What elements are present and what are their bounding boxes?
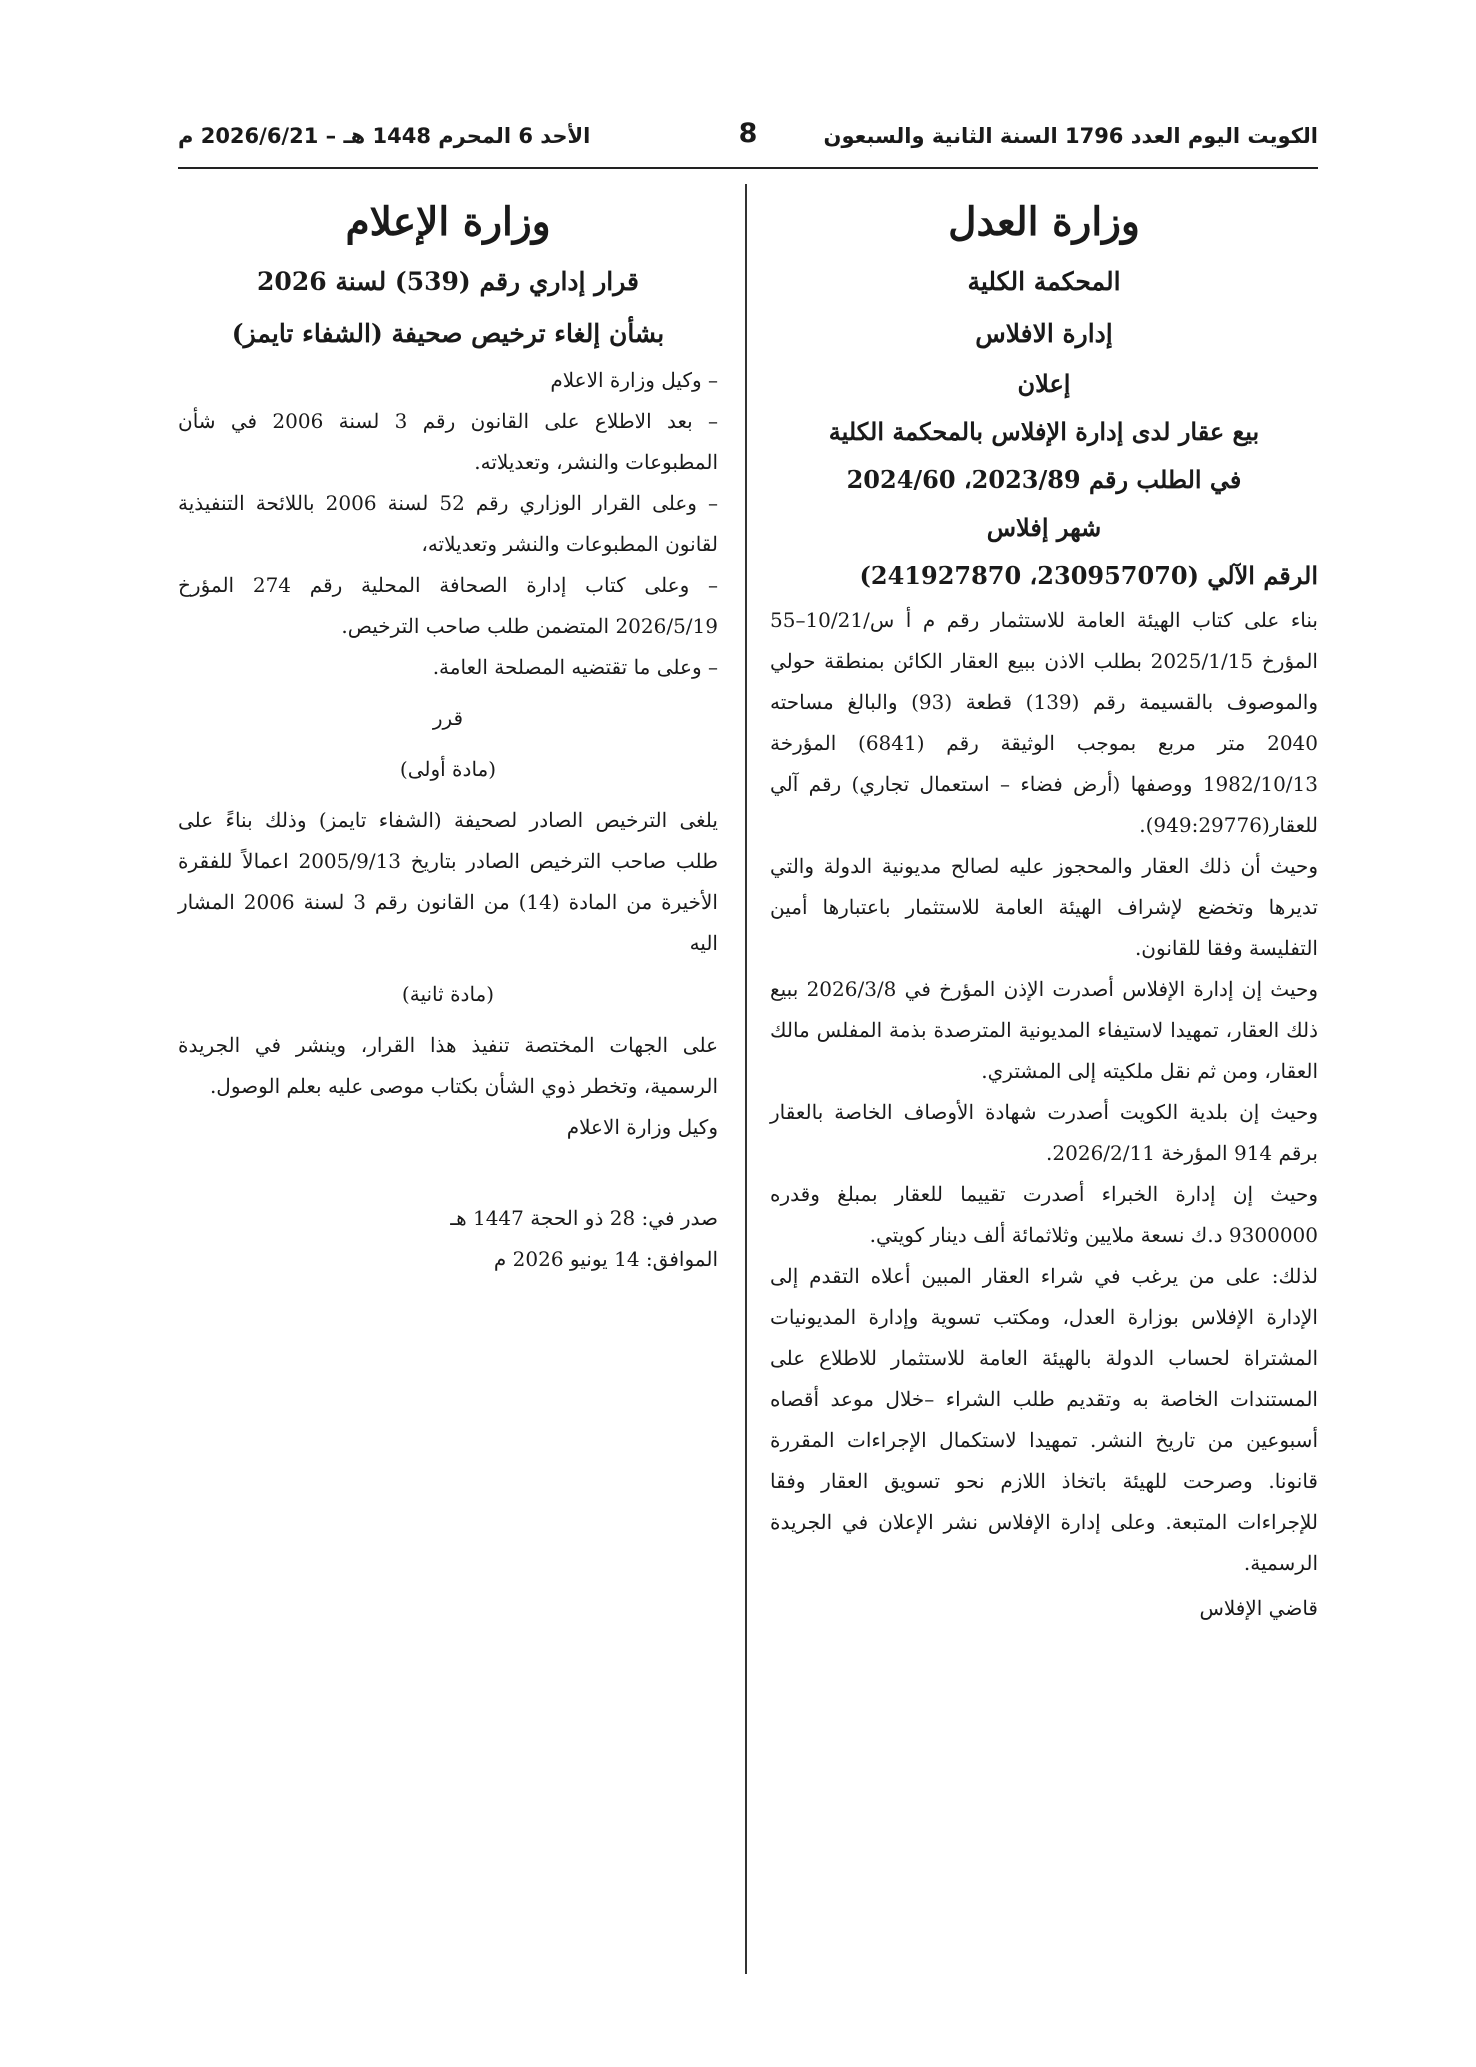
information-column — [178, 192, 718, 1280]
information-ministry-title: وزارة الإعلام — [345, 199, 551, 245]
article2-heading: (مادة ثانية) — [401, 982, 495, 1006]
announcement-title-2: في الطلب رقم 2023/89، 2024/60 — [846, 465, 1242, 494]
page-number: 8 — [738, 118, 758, 149]
announcement-paragraph: وحيث إن إدارة الإفلاس أصدرت الإذن المؤرخ في 2026/3/8 ببيع ذلك العقار، تمهيدا لاستيفاء المديونية المترصدة بذمة المفلس مالك العقار، ومن ثم نقل ملكيته إلى المشتري. — [770, 977, 1319, 1083]
page-header — [178, 118, 1318, 164]
decision-subject: بشأن إلغاء ترخيص صحيفة (الشفاء تايمز) — [231, 319, 665, 348]
announcement-paragraph: وحيث إن إدارة الخبراء أصدرت تقييما للعقار بمبلغ وقدره 9300000 د.ك نسعة ملايين وثلاثمائة ألف دينار كويتي. — [770, 1182, 1318, 1247]
announcement-title-1: بيع عقار لدى إدارة الإفلاس بالمحكمة الكلية — [828, 417, 1260, 446]
preamble-item: – وعلى كتاب إدارة الصحافة المحلية رقم 274 المؤرخ 2026/5/19 المتضمن طلب صاحب الترخيص. — [178, 573, 718, 638]
announcement-paragraph: وحيث إن بلدية الكويت أصدرت شهادة الأوصاف الخاصة بالعقار برقم 914 المؤرخة 2026/2/11. — [770, 1100, 1318, 1165]
preamble-item: – بعد الاطلاع على القانون رقم 3 لسنة 2006 في شأن المطبوعات والنشر، وتعديلاته. — [178, 409, 718, 474]
decided-label: قرر — [432, 706, 464, 730]
header-rule — [178, 167, 1318, 169]
announcement-paragraph: بناء على كتاب الهيئة العامة للاستثمار رقم م أ س/10/21–55 المؤرخ 2025/1/15 بطلب الاذن ببيع العقار الكائن بمنطقة حولي والموصوف بالقسيمة رقم (139) قطعة (93) والبالغ مساحته 2040 متر مربع بموجب الوثيقة رقم (6841) المؤرخة 1982/10/13 ووصفها (أرض فضاء – استعمال تجاري) رقم آلي للعقار(949:29776). — [770, 608, 1318, 837]
issued-date-hijri: صدر في: 28 ذو الحجة 1447 هـ — [450, 1206, 718, 1230]
preamble-item: – وعلى ما تقتضيه المصلحة العامة. — [432, 655, 718, 679]
issue-date: الأحد 6 المحرم 1448 هـ – 2026/6/21 م — [178, 124, 591, 148]
justice-column — [770, 192, 1318, 1629]
judge-signature: قاضي الإفلاس — [1199, 1596, 1318, 1620]
announcement-paragraph: لذلك: على من يرغب في شراء العقار المبين أعلاه التقدم إلى الإدارة الإفلاس بوزارة العدل، ومكتب تسوية وإدارة المديونيات المشتراة لحساب الدولة بالهيئة العامة للاستثمار للاطلاع على المستندات الخاصة به وتقديم طلب الشراء –خلال موعد أقصاه أسبوعين من تاريخ النشر. تمهيدا لاستكمال الإجراءات المقررة قانونا. وصرحت للهيئة باتخاذ اللازم نحو تسويق العقار وفقا للإجراءات المتبعة. وعلى إدارة الإفلاس نشر الإعلان في الجريدة الرسمية. — [770, 1264, 1318, 1575]
decision-title: قرار إداري رقم (539) لسنة 2026 — [257, 267, 639, 296]
preamble-item: – وكيل وزارة الاعلام — [550, 368, 718, 392]
issue-info: الكويت اليوم العدد 1796 السنة الثانية والسبعون — [823, 124, 1318, 148]
undersecretary-signature: وكيل وزارة الاعلام — [566, 1115, 718, 1139]
department-name: إدارة الافلاس — [975, 319, 1113, 348]
article1-text: يلغى الترخيص الصادر لصحيفة (الشفاء تايمز) وذلك بناءً على طلب صاحب الترخيص الصادر بتاريخ 2005/9/13 اعمالاً للفقرة الأخيرة من المادة (14) من القانون رقم 3 لسنة 2006 المشار اليه — [178, 808, 718, 955]
issued-date-gregorian: الموافق: 14 يونيو 2026 م — [493, 1247, 718, 1271]
article2-text: على الجهات المختصة تنفيذ هذا القرار، وينشر في الجريدة الرسمية، وتخطر ذوي الشأن بكتاب موصى عليه بعلم الوصول. — [178, 1033, 718, 1098]
announcement-title-3: شهر إفلاس — [986, 513, 1102, 542]
auto-number: الرقم الآلي (230957070، 241927870) — [859, 561, 1318, 590]
article1-heading: (مادة أولى) — [399, 757, 497, 781]
column-divider — [745, 184, 747, 1974]
court-name: المحكمة الكلية — [967, 267, 1121, 296]
announcement-paragraph: وحيث أن ذلك العقار والمحجوز عليه لصالح مديونية الدولة والتي تديرها وتخضع لإشراف الهيئة العامة للاستثمار باعتبارها أمين التفليسة وفقا للقانون. — [770, 854, 1318, 960]
justice-ministry-title: وزارة العدل — [948, 199, 1140, 245]
announcement-label: إعلان — [1017, 369, 1071, 398]
preamble-item: – وعلى القرار الوزاري رقم 52 لسنة 2006 باللائحة التنفيذية لقانون المطبوعات والنشر وتعديلاته، — [178, 491, 718, 556]
